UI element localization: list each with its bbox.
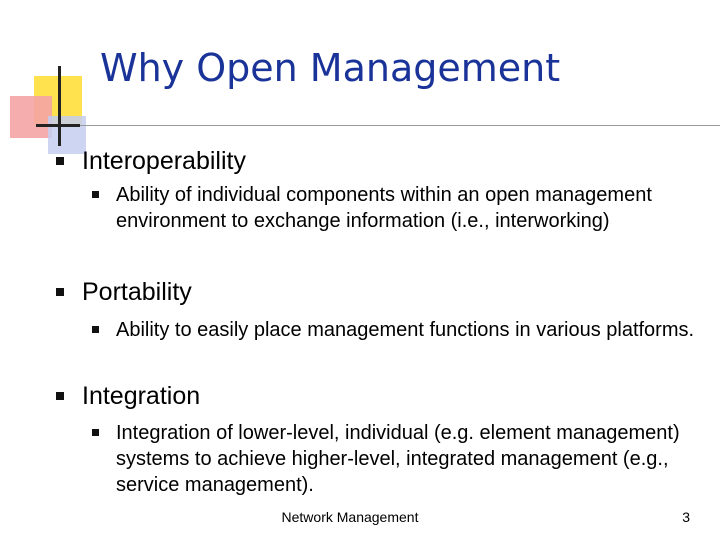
- sub-bullet-text: Ability of individual components within an open management environment to exchange information (i.e., interworking): [116, 184, 652, 232]
- bullet-label: Interoperability: [82, 147, 246, 175]
- decor-horizontal-line: [36, 124, 80, 127]
- page-number: 3: [682, 509, 690, 525]
- bullet-label: Integration: [82, 382, 201, 410]
- slide-title: Why Open Management: [100, 46, 561, 90]
- sub-bullet-text: Ability to easily place management functions in various platforms.: [116, 319, 695, 341]
- square-bullet-icon: [56, 288, 64, 296]
- square-bullet-icon: [56, 157, 64, 165]
- square-bullet-icon: [56, 392, 64, 400]
- decor-vertical-line: [58, 66, 61, 146]
- bullet-label: Portability: [82, 278, 192, 306]
- title-divider: [36, 125, 720, 126]
- footer-text: Network Management: [281, 509, 419, 525]
- decor-red-square: [10, 96, 52, 138]
- decor-blue-square: [48, 116, 86, 154]
- square-bullet-icon: [92, 326, 99, 333]
- square-bullet-icon: [92, 429, 99, 436]
- sub-bullet-text: Integration of lower-level, individual (e.g. element management) systems to achieve higher-level, integrated management (e.g., service management).: [116, 422, 680, 496]
- square-bullet-icon: [92, 191, 99, 198]
